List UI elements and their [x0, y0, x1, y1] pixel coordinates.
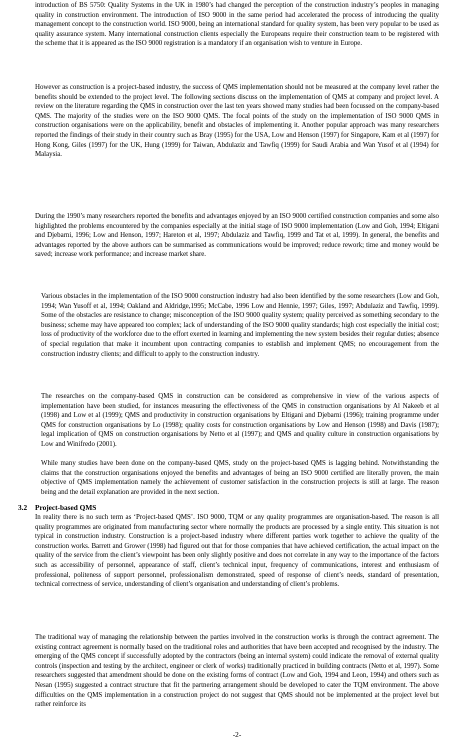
paragraph-project-based-industry: However as construction is a project-based industry, the success of QMS implementation should not be measured at the company level rather the benefits should be extended to the project level. The following sections discuss on the implementation of QMS at company and project level. A review on the literature regarding the QMS in construction over the last ten years showed many studies had been focussed on the company-based QMS. The majority of the studies were on the ISO 9000 QMS. The focal points of the study on the implementation of ISO 9000 QMS in construction organisations were on the applicability, benefit and obstacles of implementing it. Another popular approach was many researchers reported the findings of their study in their country such as Bray (1995) for the USA, Low and Henson (1997) for Singapore, Kam et al (1997) for Hong Kong, Giles (1997) for the UK, Hung (1999) for Taiwan, Abdulaziz and Tawfiq (1999) for Saudi Arabia and Wan Yusof et al (1994) for Malaysia.: [35, 84, 439, 159]
page-number: -2-: [232, 730, 242, 739]
paragraph-company-based-research: The researches on the company-based QMS in construction can be considered as comprehensive in view of the various aspects of implementation have been studied, for instances measuring the effectiveness of the QMS in construction organisations by Al Nakeeb et al (1998) and Low et al (1999); QMS and productivity in construction organisations by Eltigani and Djebarni (1996); training programme under QMS for construction organisations by Lo (1998); quality costs for construction organisations by Low and Henson (1998) and Davis (1987); legal implication of QMS on construction organisations by Netto et al (1997); and QMS and quality culture in construction organisations by Low and Winifredo (2001).: [41, 393, 439, 448]
section-title: Project-based QMS: [35, 503, 97, 512]
paragraph-bs5750-introduction: introduction of BS 5750: Quality Systems in the UK in 1980’s had changed the perception of the construction industry’s peoples in managing quality in construction environment. The introduction of ISO 9000 in the same period had accelerated the process of introducing the quality management concept to the construction world. ISO 9000, being an international standard for quality system, has been very popular to be used as quality assurance system. Many international construction clients especially the Europeans require their construction team to be registered with the scheme that it is appeared as the ISO 9000 registration is a mandatory if an organisation wish to venture in Europe.: [35, 2, 439, 48]
paragraph-1990s-benefits: During the 1990’s many researchers reported the benefits and advantages enjoyed by an ISO 9000 certified construction companies and some also highlighted the problems encountered by the companies especially at the initial stage of ISO 9000 implementation (Low and Goh, 1994; Eltigani and Djebarni, 1996; Low and Henson, 1997; Hareton et al, 1997; Abdulaziz and Tawfiq, 1999 and Tat et al, 1999). In general, the benefits and advantages reported by the above authors can be summarised as communications would be improved; reduce rework; time and money would be saved; increase work performance; and increase market share.: [35, 213, 439, 259]
paragraph-contract-agreement: The traditional way of managing the relationship between the parties involved in the construction works is through the contract agreement. The existing contract agreement is normally based on the traditional roles and authorities that have been accepted and recognised by the industry. The emerging of the QMS concept if successfully adopted by the contractors (being an internal system) could indicate the removal of external quality controls (inspection and testing by the architect, engineer or clerk of works) traditionally practiced in building contracts (Netto et al, 1997). Some researchers suggested that amendment should be done on the existing forms of contract (Low and Goh, 1994 and Leon, 1994) and others such as Nesan (1995) suggested a contract structure that fit the partnering arrangement should be developed to cater the TQM environment. The above difficulties on the QMS implementation in a construction project do not suggest that QMS should not be implemented at the project level but rather reinforce its: [35, 634, 439, 709]
paragraph-project-based-lagging: While many studies have been done on the company-based QMS, study on the project-based QMS is lagging behind. Notwithstanding the claims that the construction organisations enjoyed the benefits and advantages of being an ISO 9000 certified are literally proven, the main objective of QMS implementation namely the achievement of customer satisfaction in the construction projects is still at large. The reason being and the detail explanation are provided in the next section.: [41, 460, 439, 496]
section-number: 3.2: [18, 503, 28, 512]
paragraph-obstacles: Various obstacles in the implementation of the ISO 9000 construction industry had also been identified by the some researchers (Low and Goh, 1994; Wan Yusoff et al, 1994; Oakland and Aldridge,1995; McCabe, 1996 Low and Hennie, 1997; Giles, 1997; Abdulaziz and Tawfiq, 1999). Some of the obstacles are resistance to change; misconception of the ISO 9000 quality system; quality perceived as something secondary to the business; scheme may have appeared too complex; lack of understanding of the ISO 9000 quality standards; high cost especially the initial cost; loss of productivity of the workforce due to the effort exerted in learning and implementing the new system besides their regular duties; absence of special regulation that make it incumbent upon contracting companies to establish and implement QMS; no encouragement from the construction industry clients; and difficult to apply to the construction industry.: [41, 293, 439, 358]
paragraph-no-project-based-qms: In reality there is no such term as ‘Project-based QMS’. ISO 9000, TQM or any quality programmes are organisation-based. The reason is all quality programmes are originated from manufacturing sector where normally the products are processed by a single entity. This situation is not typical in construction industry. Construction is a project-based industry where different parties work together to achieve the quality of the construction works. Barrett and Grower (1998) had figured out that for those companies that have achieved certification, the actual impact on the quality of the service from the client’s viewpoint has been only slightly positive and does not correlate in any way to the importance of the factors such as accessibility of personnel, appearance of staff, client’s technical input, frequency of communications, interest and enthusiasm of professional, politeness of support personnel, professionalism demonstrated, speed of response of client’s needs, standard of presentation, technical correctness of service, understanding of client’s organisation and understanding of client’s problems.: [35, 514, 439, 589]
